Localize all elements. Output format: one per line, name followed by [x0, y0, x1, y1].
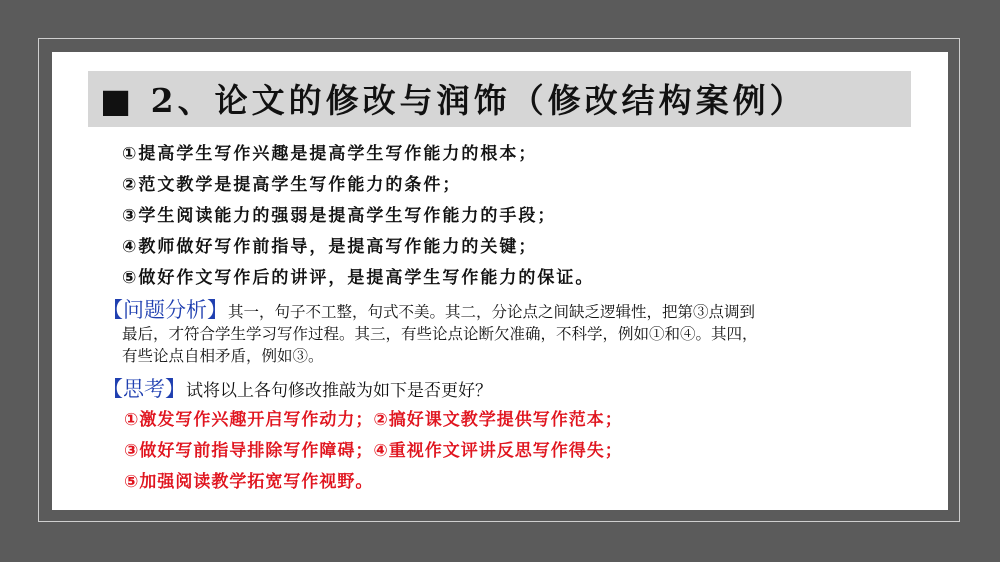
revised-item: ③做好写前指导排除写作障碍；④重视作文评讲反思写作得失； — [124, 441, 623, 461]
statement-item: ⑤做好作文写作后的讲评，是提高学生写作能力的保证。 — [122, 268, 595, 288]
think-text: 试将以上各句修改推敲为如下是否更好？ — [186, 381, 492, 401]
revised-statements-list — [124, 405, 623, 498]
think-label: 【思考】 — [102, 377, 186, 401]
revised-item: ⑤加强阅读教学拓宽写作视野。 — [124, 472, 374, 492]
statement-item: ④教师做好写作前指导，是提高写作能力的关键； — [122, 237, 538, 257]
original-statements-list — [122, 139, 594, 294]
slide-title: ■ 2、论文的修改与润饰（修改结构案例） — [100, 81, 807, 120]
statement-item: ②范文教学是提高学生写作能力的条件； — [122, 175, 462, 195]
analysis-text-2: 最后，才符合学生学习写作过程。其三，有些论点论断欠准确，不科学，例如①和④。其四， — [122, 325, 758, 343]
analysis-line — [102, 299, 902, 323]
analysis-text-3: 有些论点自相矛盾，例如③。 — [122, 347, 324, 365]
statement-item: ①提高学生写作兴趣是提高学生写作能力的根本； — [122, 144, 538, 164]
think-section — [102, 373, 492, 403]
statement-item: ③学生阅读能力的强弱是提高学生写作能力的手段； — [122, 206, 557, 226]
analysis-text-1: 其一，句子不工整，句式不美。其二，分论点之间缺乏逻辑性，把第③点调到 — [228, 303, 756, 321]
slide — [52, 52, 948, 510]
problem-analysis — [102, 299, 902, 367]
analysis-label: 【问题分析】 — [102, 298, 228, 322]
revised-item: ①激发写作兴趣开启写作动力；②搞好课文教学提供写作范本； — [124, 410, 623, 430]
